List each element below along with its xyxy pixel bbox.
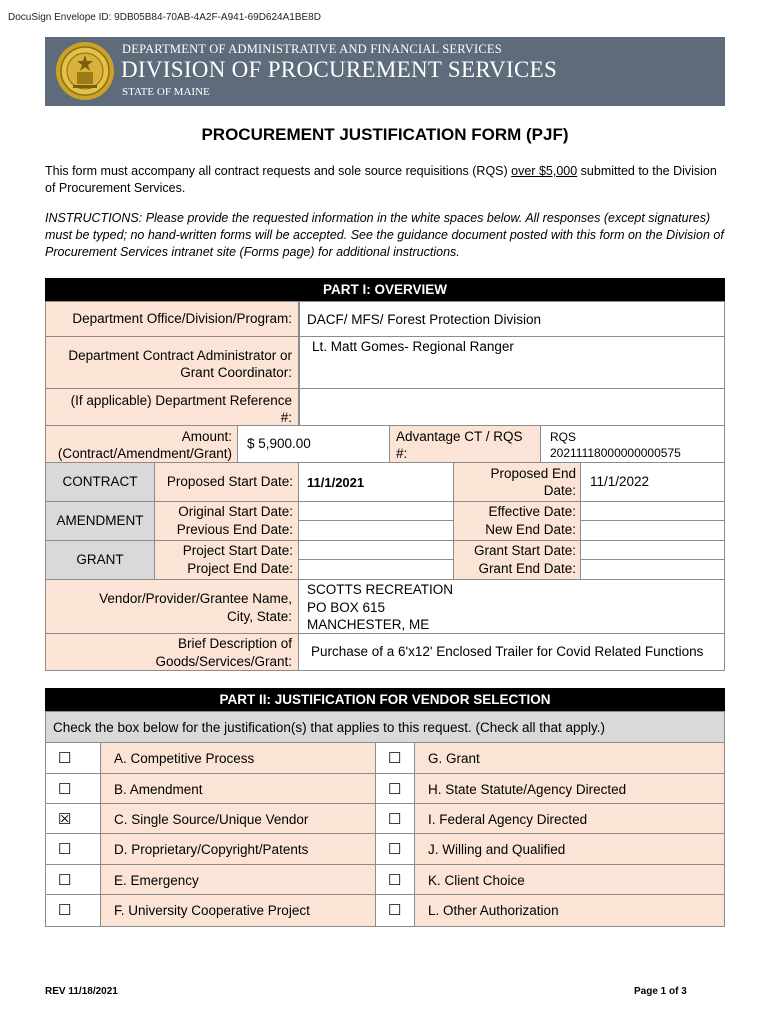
checkbox-h[interactable]: ☐ bbox=[388, 781, 402, 798]
desc-label-line1: Brief Description of bbox=[177, 636, 292, 651]
intro-paragraph bbox=[45, 163, 725, 197]
prev-end-field[interactable] bbox=[298, 520, 454, 541]
admin-label-line2: Grant Coordinator: bbox=[180, 365, 292, 380]
option-label-k-cell bbox=[414, 864, 725, 895]
checkbox-c-cell bbox=[45, 803, 101, 834]
option-label-b-cell bbox=[100, 773, 376, 804]
grant-dates-label-cell bbox=[453, 540, 581, 580]
agency-banner bbox=[45, 37, 725, 106]
advantage-label-line1: Advantage CT / RQS bbox=[396, 429, 523, 444]
intro-text-before: This form must accompany all contract requests and sole source requisitions (RQS) bbox=[45, 164, 512, 178]
grant-section-cell bbox=[45, 540, 155, 580]
advantage-field[interactable] bbox=[540, 425, 725, 463]
checkbox-g[interactable]: ☐ bbox=[388, 750, 402, 767]
grant-dates-labels bbox=[474, 542, 576, 578]
checkbox-a[interactable]: ☐ bbox=[58, 750, 72, 767]
desc-label-line2: Goods/Services/Grant: bbox=[155, 654, 292, 669]
ref-label-line1: (If applicable) Department Reference bbox=[70, 393, 292, 408]
amount-label bbox=[58, 428, 232, 462]
revision-date: REV 11/18/2021 bbox=[45, 986, 118, 997]
prev-end-label: Previous End Date: bbox=[176, 522, 293, 537]
amendment-label: AMENDMENT bbox=[56, 513, 144, 528]
option-label-c-cell bbox=[100, 803, 376, 834]
prop-end-label-line2: Date: bbox=[543, 483, 576, 498]
checkbox-d-cell bbox=[45, 833, 101, 865]
prop-start-field[interactable] bbox=[298, 462, 454, 502]
envelope-id: DocuSign Envelope ID: 9DB05B84-70AB-4A2F-A941-69D624A1BE8D bbox=[8, 12, 321, 23]
option-label-j: J. Willing and Qualified bbox=[428, 842, 566, 857]
part2-instruction-cell bbox=[45, 711, 725, 743]
proj-start-label: Project Start Date: bbox=[182, 543, 293, 558]
admin-value: Lt. Matt Gomes- Regional Ranger bbox=[312, 339, 514, 354]
option-label-a-cell bbox=[100, 742, 376, 774]
advantage-value bbox=[550, 429, 681, 461]
new-end-label: New End Date: bbox=[485, 522, 576, 537]
amount-value: $ 5,900.00 bbox=[247, 436, 311, 451]
desc-field[interactable] bbox=[298, 633, 725, 671]
admin-field[interactable] bbox=[299, 336, 725, 389]
eff-date-field[interactable] bbox=[580, 501, 725, 522]
grant-start-label: Grant Start Date: bbox=[473, 543, 576, 558]
option-label-b: B. Amendment bbox=[114, 782, 203, 797]
checkbox-k[interactable]: ☐ bbox=[388, 872, 402, 889]
option-label-l: L. Other Authorization bbox=[428, 903, 559, 918]
contract-label: CONTRACT bbox=[62, 474, 138, 489]
vendor-label-cell bbox=[45, 579, 299, 634]
option-label-i: I. Federal Agency Directed bbox=[428, 812, 588, 827]
option-label-h-cell bbox=[414, 773, 725, 804]
dept-value: DACF/ MFS/ Forest Protection Division bbox=[307, 312, 542, 327]
new-end-field[interactable] bbox=[580, 520, 725, 541]
ref-label-cell bbox=[45, 388, 299, 426]
amendment-dates-labels bbox=[177, 503, 293, 539]
checkbox-i-cell bbox=[375, 803, 415, 834]
part2-instruction: Check the box below for the justification(s) that applies to this request. (Check all that apply.) bbox=[53, 720, 606, 735]
vendor-value bbox=[307, 581, 453, 634]
option-label-f: F. University Cooperative Project bbox=[114, 903, 310, 918]
prop-end-label bbox=[490, 465, 576, 499]
option-label-d-cell bbox=[100, 833, 376, 865]
vendor-line1: SCOTTS RECREATION bbox=[307, 582, 454, 597]
amendment-dates-label-cell bbox=[154, 501, 299, 541]
dept-label-cell bbox=[45, 301, 299, 337]
option-label-e-cell bbox=[100, 864, 376, 895]
checkbox-e[interactable]: ☐ bbox=[58, 872, 72, 889]
advantage-label-line2: #: bbox=[396, 446, 408, 461]
checkbox-e-cell bbox=[45, 864, 101, 895]
part2-header: PART II: JUSTIFICATION FOR VENDOR SELECTION bbox=[45, 688, 725, 711]
admin-label-line1: Department Contract Administrator or bbox=[68, 348, 292, 363]
orig-start-field[interactable] bbox=[298, 501, 454, 522]
advantage-value-line1: RQS bbox=[550, 430, 577, 444]
desc-value: Purchase of a 6'x12' Enclosed Trailer for Covid Related Functions bbox=[311, 644, 704, 659]
vendor-label bbox=[99, 590, 292, 626]
amendment-effective-labels bbox=[485, 503, 576, 539]
desc-label bbox=[155, 635, 292, 671]
prop-end-label-line1: Proposed End bbox=[490, 466, 576, 481]
option-label-i-cell bbox=[414, 803, 725, 834]
advantage-value-line2: 20211118000000000575 bbox=[550, 446, 681, 460]
grant-start-field[interactable] bbox=[580, 540, 725, 561]
ref-field[interactable] bbox=[299, 388, 725, 426]
checkbox-f-cell bbox=[45, 894, 101, 927]
amount-label-cell bbox=[45, 425, 238, 463]
checkbox-b-cell bbox=[45, 773, 101, 804]
department-name: DEPARTMENT OF ADMINISTRATIVE AND FINANCIAL SERVICES bbox=[122, 42, 502, 56]
option-label-h: H. State Statute/Agency Directed bbox=[428, 782, 627, 797]
checkbox-b[interactable]: ☐ bbox=[58, 781, 72, 798]
dept-label: Department Office/Division/Program: bbox=[72, 311, 292, 326]
option-label-c: C. Single Source/Unique Vendor bbox=[114, 812, 309, 827]
grant-end-field[interactable] bbox=[580, 559, 725, 580]
prop-start-value: 11/1/2021 bbox=[307, 475, 365, 490]
option-label-l-cell bbox=[414, 894, 725, 927]
page-number: Page 1 of 3 bbox=[634, 986, 687, 997]
state-seal-icon bbox=[55, 41, 115, 101]
grant-end-label: Grant End Date: bbox=[478, 561, 576, 576]
vendor-field[interactable] bbox=[298, 579, 725, 634]
prop-start-label-cell bbox=[154, 462, 299, 502]
project-dates-labels bbox=[183, 542, 293, 578]
intro-text-after: submitted to the Division of Procurement Services. bbox=[45, 164, 717, 195]
prop-end-field[interactable] bbox=[580, 462, 725, 502]
eff-date-label: Effective Date: bbox=[488, 504, 576, 519]
orig-start-label: Original Start Date: bbox=[178, 504, 293, 519]
vendor-label-line1: Vendor/Provider/Grantee Name, bbox=[99, 591, 292, 606]
checkbox-a-cell bbox=[45, 742, 101, 774]
checkbox-j[interactable]: ☐ bbox=[388, 841, 402, 858]
ref-label bbox=[71, 392, 292, 426]
amendment-section-cell bbox=[45, 501, 155, 541]
form-title: PROCUREMENT JUSTIFICATION FORM (PJF) bbox=[201, 125, 569, 144]
advantage-label bbox=[396, 428, 523, 462]
checkbox-l-cell bbox=[375, 894, 415, 927]
division-name: DIVISION OF PROCUREMENT SERVICES bbox=[121, 57, 558, 82]
checkbox-f[interactable]: ☐ bbox=[58, 902, 72, 919]
option-label-g-cell bbox=[414, 742, 725, 774]
checkbox-i[interactable]: ☐ bbox=[388, 811, 402, 828]
prop-end-label-cell bbox=[453, 462, 581, 502]
grant-label: GRANT bbox=[76, 552, 124, 567]
amount-field[interactable] bbox=[237, 425, 390, 463]
vendor-line3: MANCHESTER, ME bbox=[307, 617, 430, 632]
option-label-f-cell bbox=[100, 894, 376, 927]
intro-threshold: over $5,000 bbox=[511, 164, 578, 178]
option-label-a: A. Competitive Process bbox=[114, 751, 255, 766]
checkbox-d[interactable]: ☐ bbox=[58, 841, 72, 858]
option-label-k: K. Client Choice bbox=[428, 873, 525, 888]
option-label-d: D. Proprietary/Copyright/Patents bbox=[114, 842, 309, 857]
amendment-effective-label-cell bbox=[453, 501, 581, 541]
checkbox-g-cell bbox=[375, 742, 415, 774]
project-dates-label-cell bbox=[154, 540, 299, 580]
ref-label-line2: #: bbox=[280, 410, 292, 425]
desc-label-cell bbox=[45, 633, 299, 671]
prop-end-value: 11/1/2022 bbox=[590, 474, 650, 489]
checkbox-l[interactable]: ☐ bbox=[388, 902, 402, 919]
checkbox-j-cell bbox=[375, 833, 415, 865]
option-label-j-cell bbox=[414, 833, 725, 865]
checkbox-k-cell bbox=[375, 864, 415, 895]
state-name: STATE OF MAINE bbox=[122, 86, 210, 98]
vendor-label-line2: City, State: bbox=[226, 609, 292, 624]
advantage-label-cell bbox=[389, 425, 541, 463]
proj-end-field[interactable] bbox=[298, 559, 454, 580]
checkbox-c[interactable]: ☒ bbox=[58, 811, 72, 828]
proj-end-label: Project End Date: bbox=[187, 561, 293, 576]
contract-section-cell bbox=[45, 462, 155, 502]
admin-label bbox=[68, 347, 292, 381]
checkbox-h-cell bbox=[375, 773, 415, 804]
amount-label-line2: (Contract/Amendment/Grant) bbox=[57, 446, 232, 461]
instructions-paragraph: INSTRUCTIONS: Please provide the requested information in the white spaces below. All responses (except signatures) must be typed; no hand-written forms will be accepted. See the guidance document posted with this form on the Division of Procurement Services intranet site (Forms page) for additional instructions. bbox=[45, 211, 724, 259]
dept-field[interactable] bbox=[299, 301, 725, 337]
option-label-e: E. Emergency bbox=[114, 873, 199, 888]
part1-header: PART I: OVERVIEW bbox=[45, 278, 725, 301]
admin-label-cell bbox=[45, 336, 299, 389]
amount-label-line1: Amount: bbox=[181, 429, 232, 444]
option-label-g: G. Grant bbox=[428, 751, 480, 766]
vendor-line2: PO BOX 615 bbox=[307, 599, 386, 615]
proj-start-field[interactable] bbox=[298, 540, 454, 561]
prop-start-label: Proposed Start Date: bbox=[166, 474, 293, 489]
